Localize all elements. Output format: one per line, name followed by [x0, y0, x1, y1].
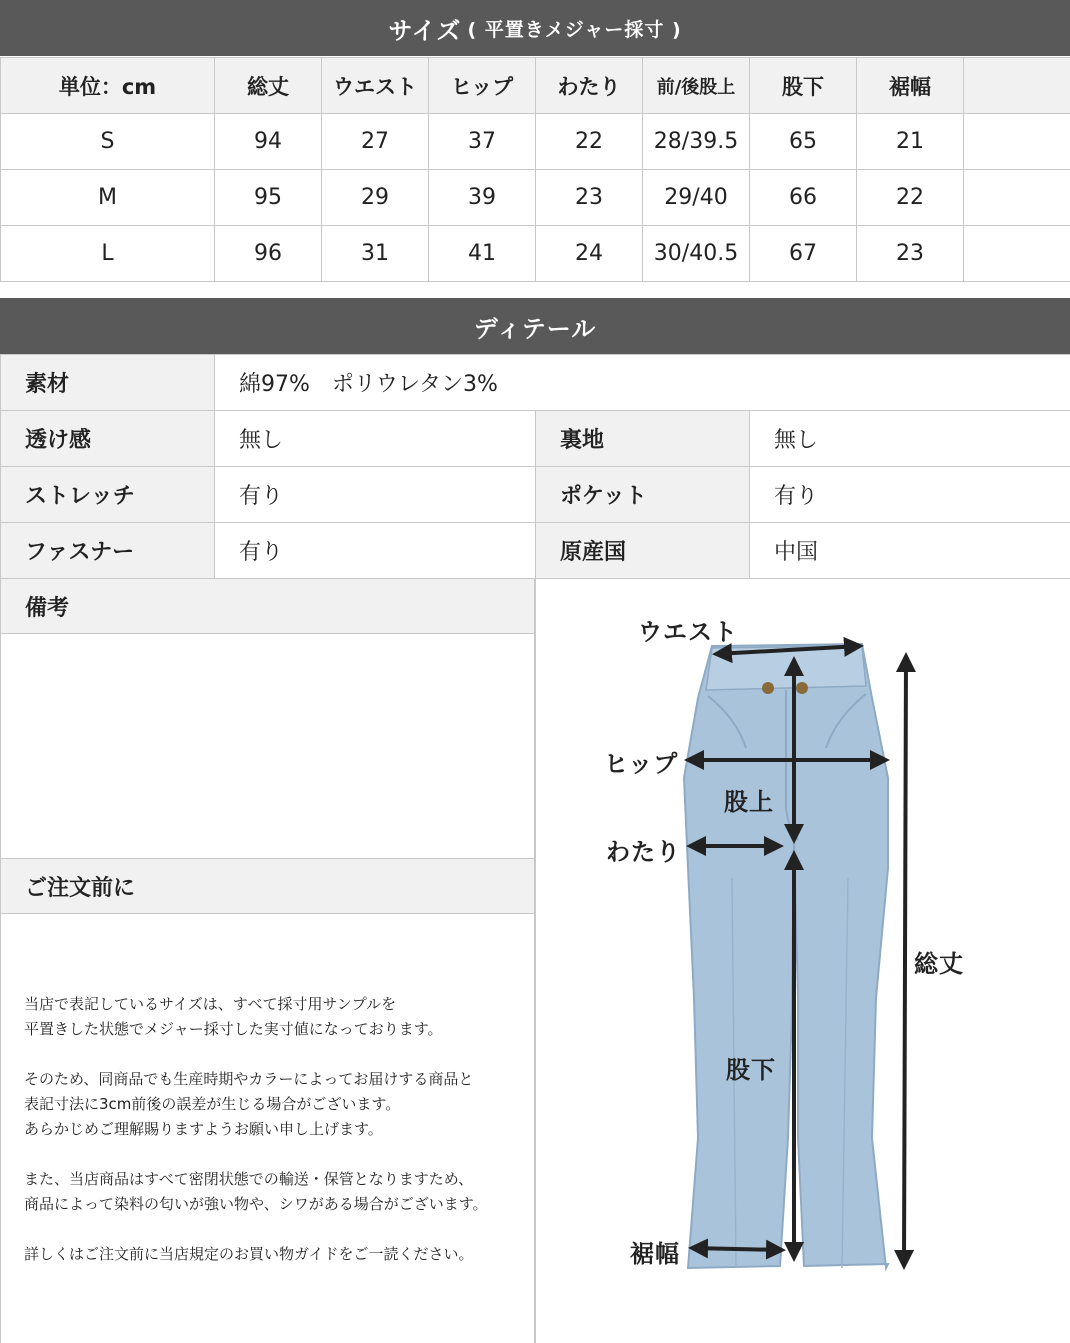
size-cell: 37	[429, 114, 536, 170]
length-label: 総丈	[914, 950, 964, 978]
size-cell: 28/39.5	[643, 114, 750, 170]
before-order-notes	[24, 992, 524, 1292]
notes-paragraph: そのため、同商品でも生産時期やカラーによってお届けする商品と 表記寸法に3cm前後の誤差が生じる場合がございます。 あらかじめご理解賜りますようお願い申し上げます。	[24, 1070, 474, 1138]
size-section-title: サイズ	[388, 16, 462, 45]
size-cell: 67	[750, 226, 857, 282]
size-cell: 24	[536, 226, 643, 282]
size-row-l	[1, 226, 1070, 282]
notes-paragraph: 詳しくはご注文前に当店規定のお買い物ガイドをご一読ください。	[24, 1245, 474, 1263]
remarks-body	[0, 634, 535, 858]
size-cell: M	[1, 170, 215, 226]
sheerness-value: 無し	[215, 411, 536, 467]
thigh-label: わたり	[606, 838, 681, 866]
size-cell: 41	[429, 226, 536, 282]
notes-paragraph: 当店で表記しているサイズは、すべて採寸用サンプルを 平置きした状態でメジャー採寸した実寸値になっております。	[24, 995, 443, 1038]
detail-row	[1, 467, 1070, 523]
hem-label: 裾幅	[630, 1240, 680, 1268]
origin-value: 中国	[750, 523, 1070, 579]
detail-row	[1, 523, 1070, 579]
size-header-hip: ヒップ	[429, 58, 536, 114]
size-header-unit: 単位：cm	[1, 58, 215, 114]
sheerness-label: 透け感	[1, 411, 215, 467]
stretch-label: ストレッチ	[1, 467, 215, 523]
origin-label: 原産国	[536, 523, 750, 579]
total-length-arrow	[904, 656, 906, 1266]
size-section-header	[0, 0, 1070, 56]
rise-label: 股上	[724, 788, 774, 816]
size-cell: 94	[215, 114, 322, 170]
remarks-header	[0, 578, 535, 634]
size-cell: 65	[750, 114, 857, 170]
size-cell: 22	[857, 170, 964, 226]
detail-table	[0, 354, 1070, 579]
size-cell	[964, 114, 1070, 170]
detail-row-material	[1, 355, 1070, 411]
size-cell	[964, 170, 1070, 226]
size-cell: 21	[857, 114, 964, 170]
size-section-subtitle: ( 平置きメジャー採寸 )	[467, 18, 682, 41]
waist-label: ウエスト	[638, 618, 738, 646]
size-cell: L	[1, 226, 215, 282]
fastener-label: ファスナー	[1, 523, 215, 579]
size-row-m	[1, 170, 1070, 226]
pocket-label: ポケット	[536, 467, 750, 523]
before-order-title: ご注文前に	[25, 875, 136, 901]
size-cell: 23	[536, 170, 643, 226]
size-cell: 31	[322, 226, 429, 282]
size-cell	[964, 226, 1070, 282]
measurement-diagram	[535, 578, 1070, 1343]
hip-label: ヒップ	[604, 750, 679, 778]
pocket-value: 有り	[750, 467, 1070, 523]
size-table-header-row	[1, 58, 1070, 114]
size-cell: 30/40.5	[643, 226, 750, 282]
size-cell: 23	[857, 226, 964, 282]
detail-row	[1, 411, 1070, 467]
size-cell: 66	[750, 170, 857, 226]
material-value: 綿97% ポリウレタン3%	[215, 355, 1070, 411]
size-cell: 22	[536, 114, 643, 170]
size-cell: 29/40	[643, 170, 750, 226]
fastener-value: 有り	[215, 523, 536, 579]
inseam-label: 股下	[726, 1056, 776, 1084]
size-row-s	[1, 114, 1070, 170]
notes-paragraph: また、当店商品はすべて密閉状態での輸送・保管となりますため、 商品によって染料の匂いが強い物や、シワがある場合がございます。	[24, 1170, 488, 1213]
size-header-thigh: わたり	[536, 58, 643, 114]
lining-value: 無し	[750, 411, 1070, 467]
size-cell: 29	[322, 170, 429, 226]
size-header-waist: ウエスト	[322, 58, 429, 114]
material-label: 素材	[1, 355, 215, 411]
size-header-inseam: 股下	[750, 58, 857, 114]
size-cell: 96	[215, 226, 322, 282]
size-cell: 27	[322, 114, 429, 170]
size-cell: S	[1, 114, 215, 170]
remarks-title: 備考	[25, 595, 70, 621]
detail-section-title: ディテール	[473, 314, 597, 343]
detail-section-header	[0, 298, 1070, 354]
size-header-hem: 裾幅	[857, 58, 964, 114]
lining-label: 裏地	[536, 411, 750, 467]
before-order-header	[0, 858, 535, 914]
size-cell: 95	[215, 170, 322, 226]
stretch-value: 有り	[215, 467, 536, 523]
hem-arrow	[692, 1248, 782, 1250]
size-header-length: 総丈	[215, 58, 322, 114]
size-table	[0, 57, 1070, 282]
size-cell: 39	[429, 170, 536, 226]
size-header-empty	[964, 58, 1070, 114]
size-header-rise: 前/後股上	[643, 58, 750, 114]
jeans-illustration	[536, 578, 1070, 1343]
